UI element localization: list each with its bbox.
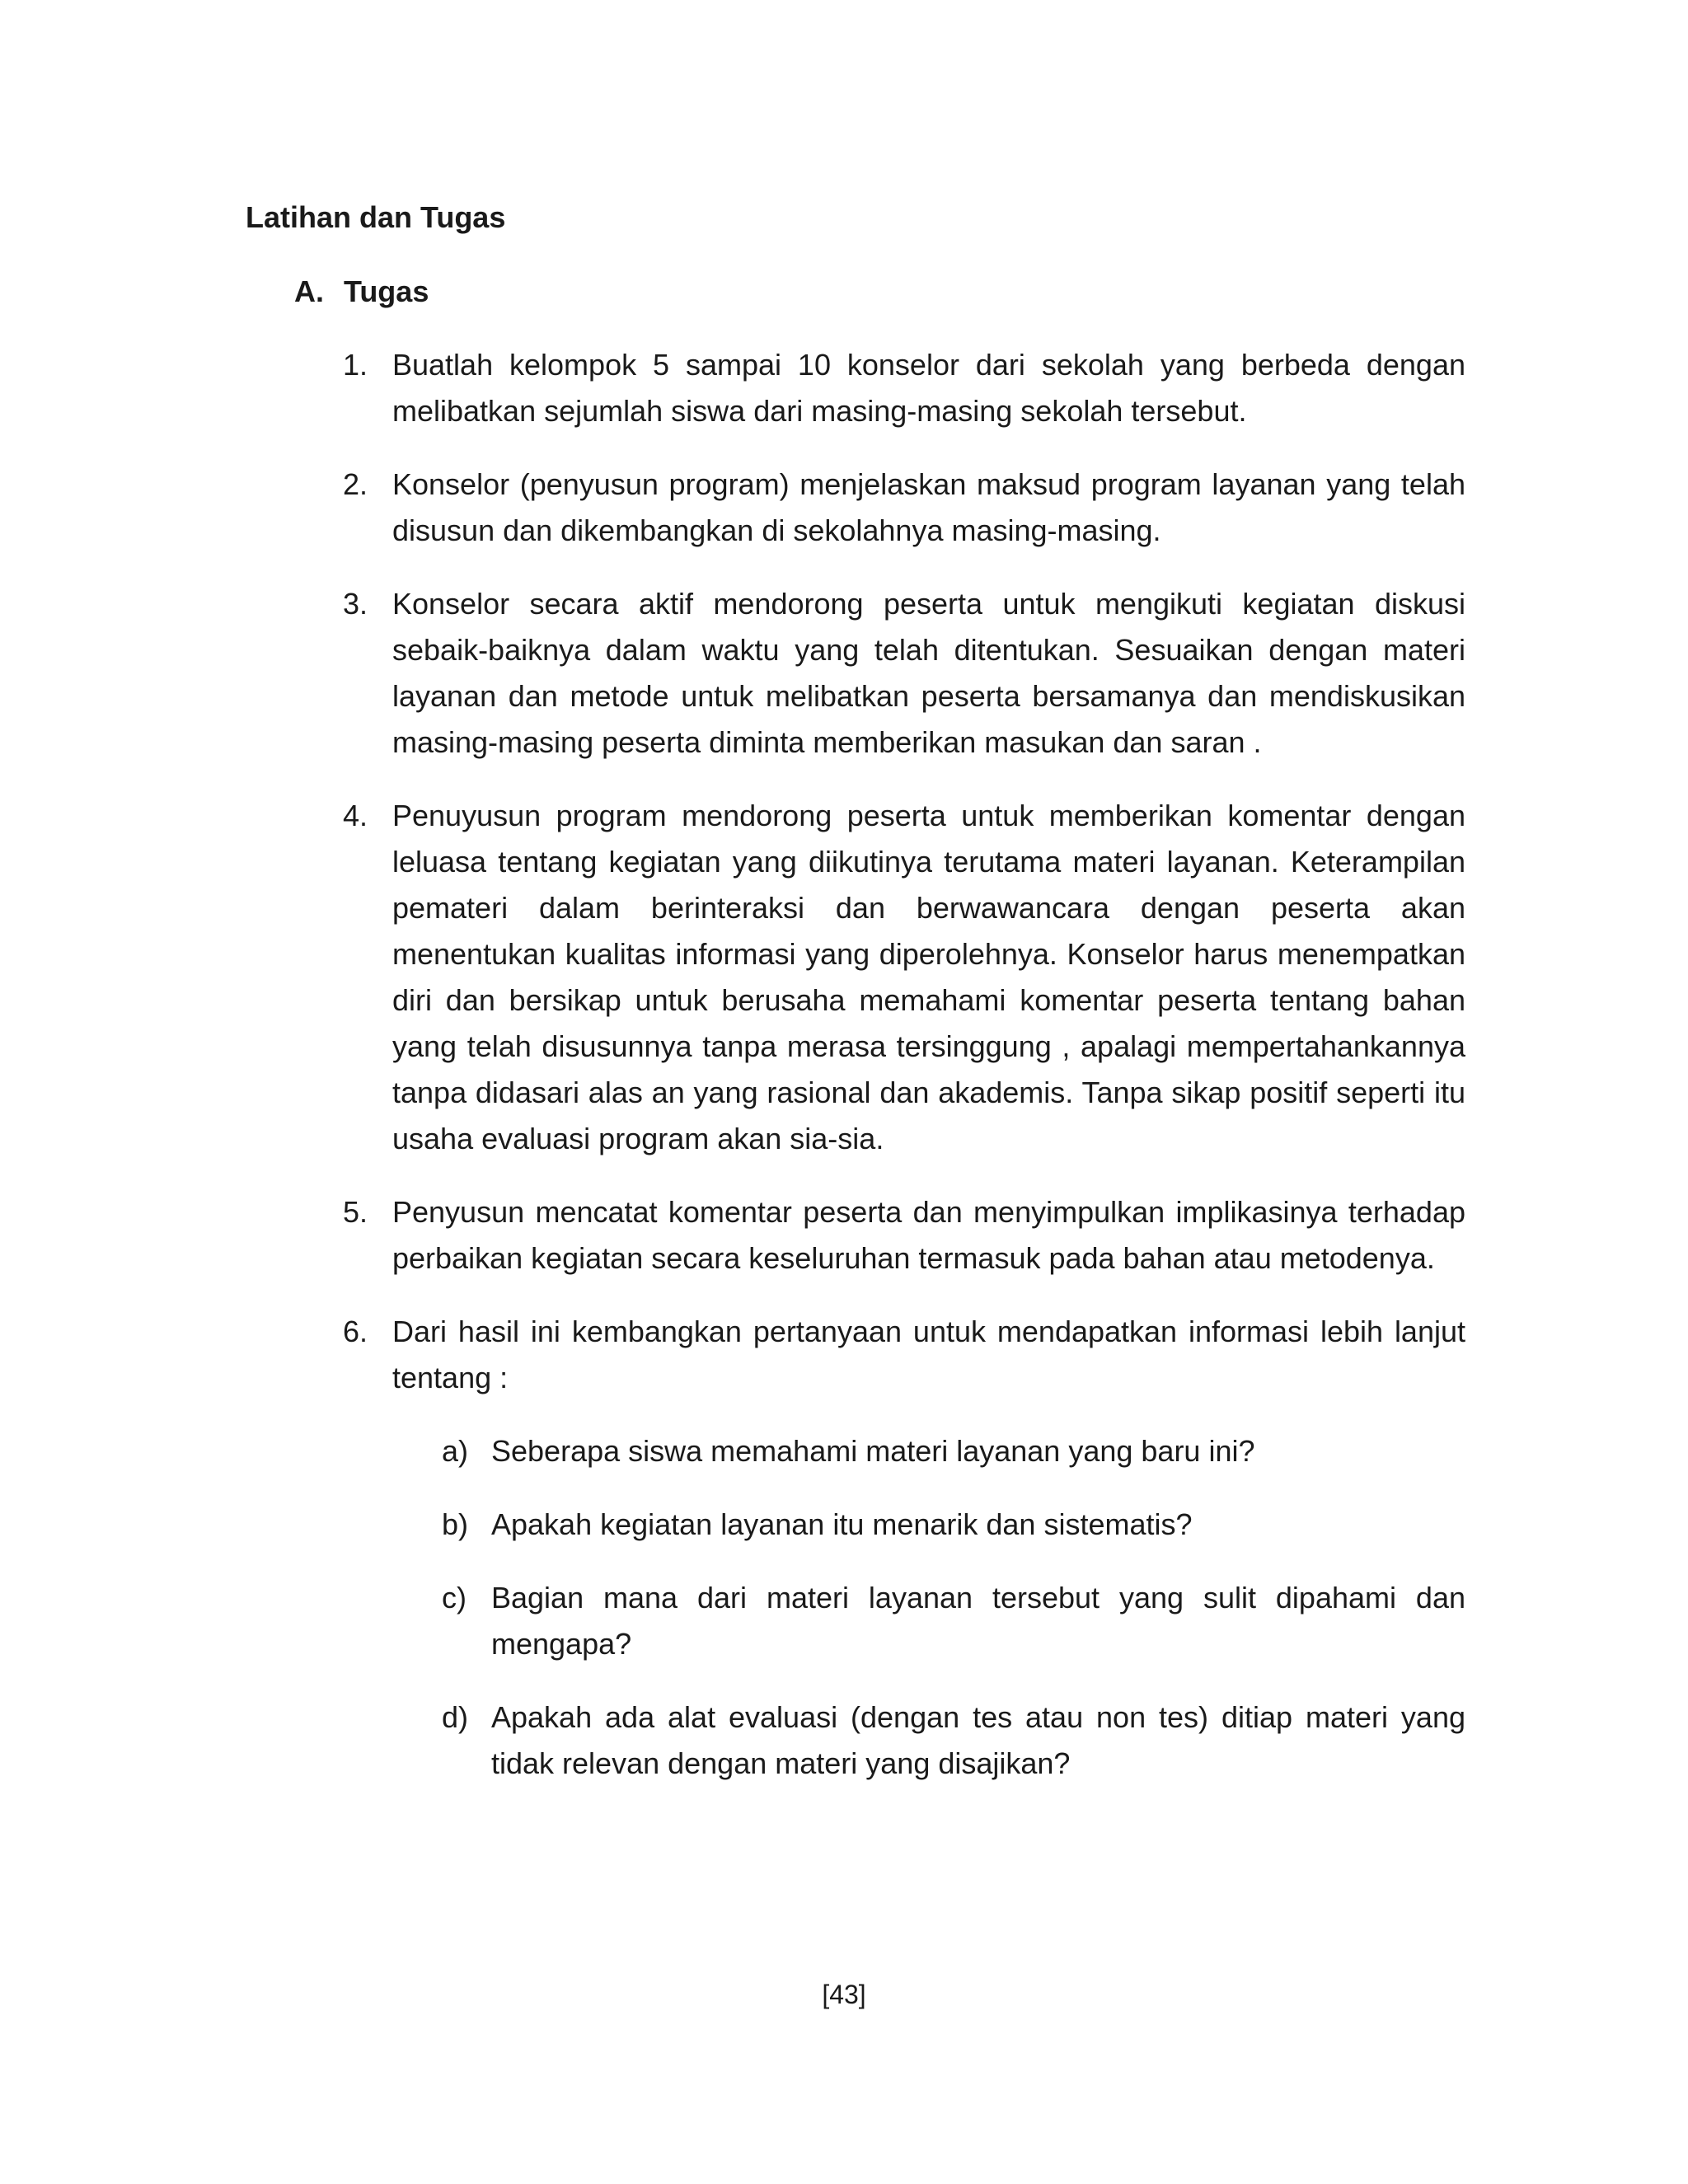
question-letter: a) xyxy=(442,1434,469,1468)
task-item-2 xyxy=(343,462,1465,554)
question-item-b xyxy=(442,1502,1465,1548)
question-letter: d) xyxy=(442,1700,469,1734)
question-item-d xyxy=(442,1694,1465,1787)
item-text: Penyusun mencatat komentar peserta dan menyimpulkan implikasinya terhadap perbaikan kegiatan secara keseluruhan termasuk pada bahan atau metodenya. xyxy=(392,1195,1465,1275)
question-item-a xyxy=(442,1428,1465,1474)
item-number: 1. xyxy=(343,348,368,382)
item-number: 2. xyxy=(343,467,368,501)
item-number: 6. xyxy=(343,1315,368,1348)
question-letter: c) xyxy=(442,1581,467,1615)
item-number: 5. xyxy=(343,1195,368,1229)
question-text: Seberapa siswa memahami materi layanan yang baru ini? xyxy=(491,1434,1255,1468)
section-label: Tugas xyxy=(344,274,429,308)
page-number: [43] xyxy=(822,1980,866,2009)
item-number: 4. xyxy=(343,799,368,832)
task-item-1 xyxy=(343,342,1465,434)
item-text: Konselor secara aktif mendorong peserta untuk mengikuti kegiatan diskusi sebaik-baiknya dalam waktu yang telah ditentukan. Sesuaikan dengan materi layanan dan metode untuk melibatkan peserta bersamanya dan mendiskusikan masing-masing peserta diminta memberikan masukan dan saran . xyxy=(392,587,1465,759)
task-item-3 xyxy=(343,581,1465,766)
item-text: Penuyusun program mendorong peserta untuk memberikan komentar dengan leluasa tentang kegiatan yang diikutinya terutama materi layanan. Keterampilan pemateri dalam berinteraksi dan berwawancara dengan peserta akan menentukan kualitas informasi yang diperolehnya. Konselor harus menempatkan diri dan bersikap untuk berusaha memahami komentar peserta tentang bahan yang telah disusunnya tanpa merasa tersinggung , apalagi mempertahankannya tanpa didasari alas an yang rasional dan akademis. Tanpa sikap positif seperti itu usaha evaluasi program akan sia-sia. xyxy=(392,799,1465,1155)
task-list xyxy=(343,342,1465,1814)
question-sublist xyxy=(442,1428,1465,1787)
section-title xyxy=(294,272,429,312)
item-text: Konselor (penyusun program) menjelaskan maksud program layanan yang telah disusun dan dikembangkan di sekolahnya masing-masing. xyxy=(392,467,1465,547)
item-text: Buatlah kelompok 5 sampai 10 konselor dari sekolah yang berbeda dengan melibatkan sejumlah siswa dari masing-masing sekolah tersebut. xyxy=(392,348,1465,428)
task-item-5 xyxy=(343,1189,1465,1282)
item-text: Dari hasil ini kembangkan pertanyaan untuk mendapatkan informasi lebih lanjut tentang : xyxy=(392,1315,1465,1394)
question-text: Bagian mana dari materi layanan tersebut yang sulit dipahami dan mengapa? xyxy=(491,1581,1465,1661)
question-item-c xyxy=(442,1575,1465,1667)
question-letter: b) xyxy=(442,1507,469,1541)
section-letter: A. xyxy=(294,274,324,308)
task-item-6 xyxy=(343,1309,1465,1401)
page-heading: Latihan dan Tugas xyxy=(246,200,506,234)
question-text: Apakah kegiatan layanan itu menarik dan sistematis? xyxy=(491,1507,1193,1541)
task-item-4 xyxy=(343,793,1465,1162)
item-number: 3. xyxy=(343,587,368,621)
question-text: Apakah ada alat evaluasi (dengan tes atau non tes) ditiap materi yang tidak relevan dengan materi yang disajikan? xyxy=(491,1700,1465,1780)
